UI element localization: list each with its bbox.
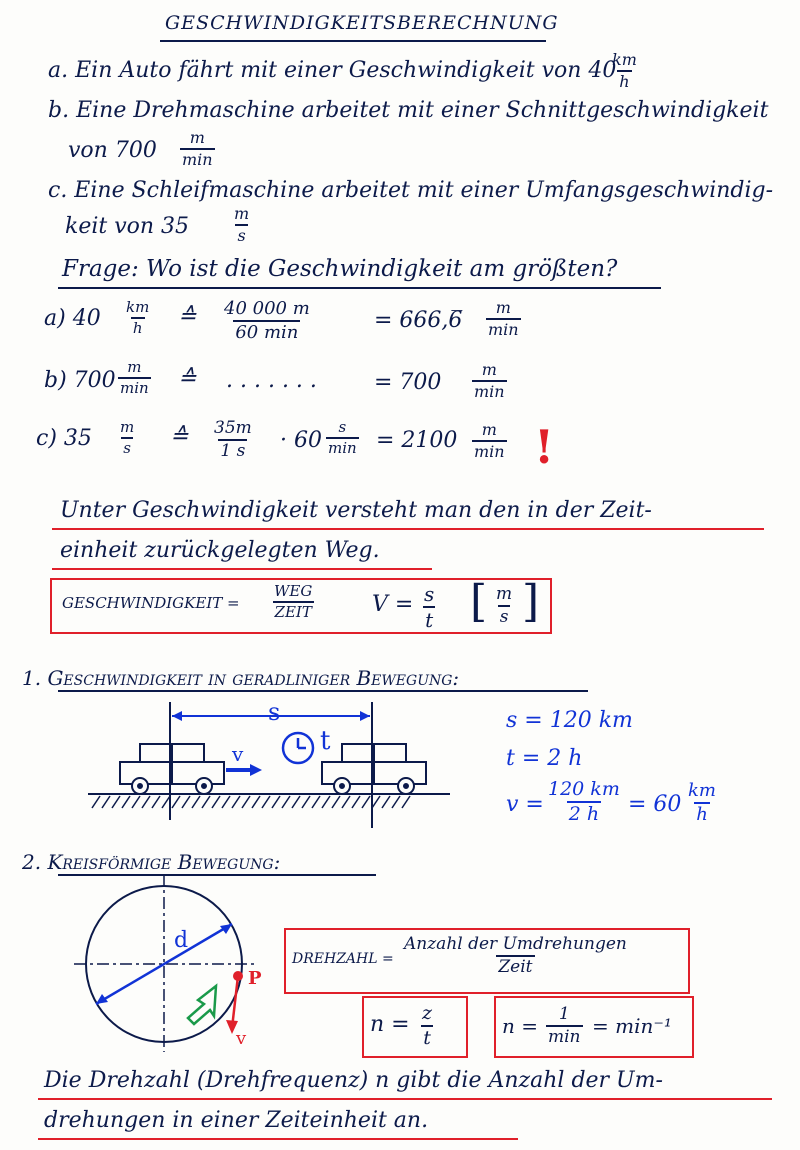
bracket-right: ] [522,576,540,627]
tangent-velocity-arrowhead [226,1020,238,1034]
conclusion-line-1: Die Drehzahl (Drehfrequenz) n gibt die Anzahl der Um- [44,1068,663,1093]
diameter-label: d [174,928,189,953]
fraction-numerator: z [422,1002,433,1024]
calc-b-corresponds: ≙ [178,366,197,391]
unit-numerator: m [496,584,513,604]
unit-numerator: km [612,50,637,69]
unit-denominator: min [328,439,357,457]
unit-denominator: min [474,382,505,401]
s-value: s = 120 km [506,708,633,733]
unit-denominator: min [182,150,213,169]
point-p-label: P [248,968,262,989]
statement-c: c. Eine Schleifmaschine arbeitet mit einer Umfangsgeschwindig- [48,178,774,203]
calc-b-dots: . . . . . . . [226,368,317,393]
v-result: = 60 [628,792,682,817]
fraction-numerator: 40 000 m [224,298,310,319]
page-title: GESCHWINDIGKEITSBERECHNUNG [165,12,559,34]
question-text: Frage: Wo ist die Geschwindigkeit am größten? [62,256,618,282]
unit-denominator: s [123,439,131,457]
exclamation-mark: ! [534,420,555,474]
unit-denominator: s [237,226,246,245]
unit-numerator: km [688,780,716,801]
t-value: t = 2 h [506,746,583,771]
car-velocity-arrowhead [250,764,262,776]
clock-icon [283,733,313,763]
velocity-label: v [232,742,244,766]
fraction-numerator: 35m [214,418,252,438]
calc-c-result: = 2100 [376,428,458,453]
unit-numerator: m [234,204,250,223]
statement-b: b. Eine Drehmaschine arbeitet mit einer Schnittgeschwindigkeit [48,98,769,123]
fraction-denominator: min [548,1027,581,1047]
fraction-denominator: Zeit [498,957,533,977]
v-prefix: v = [506,792,544,817]
n-eq: n = [370,1012,410,1037]
fraction-denominator: t [423,1027,431,1049]
calc-c-corresponds: ≙ [170,424,189,449]
section1-heading: 1. Geschwindigkeit in geradliniger Bewegung: [22,666,460,690]
calc-b-label: b) 700 [44,368,116,393]
calc-a-label: a) 40 [44,306,101,331]
fraction-numerator: s [424,582,435,606]
calc-c-multiply: · 60 [280,428,322,453]
unit-numerator: m [189,128,205,147]
unit-numerator: m [127,358,142,376]
fraction-denominator: 60 min [235,322,299,343]
unit-numerator: m [120,418,135,436]
car-start [120,744,224,794]
unit-denominator: s [499,607,509,627]
statement-c-cont: keit von 35 [65,214,190,239]
unit-numerator: s [338,418,347,436]
fraction-denominator: 1 s [220,441,246,461]
fraction-numerator: 1 [558,1004,570,1024]
fraction-numerator: WEG [274,582,313,600]
calc-b-result: = 700 [374,370,442,395]
unit-denominator: min [120,379,149,397]
definition-line-1: Unter Geschwindigkeit versteht man den in der Zeit- [60,498,652,523]
formula-lhs: GESCHWINDIGKEIT = [62,594,240,612]
formula-v-eq: V = [372,592,414,617]
bracket-left: [ [470,576,488,627]
unit-denominator: min [488,320,519,339]
n-unit-result: = min⁻¹ [592,1014,672,1038]
definition-line-2: einheit zurückgelegten Weg. [60,538,380,563]
fraction-denominator: ZEIT [274,603,312,621]
unit-denominator: min [474,442,505,461]
distance-arrowhead-left [172,711,182,721]
unit-denominator: h [132,319,143,337]
ground-hatching [92,796,410,808]
fraction-denominator: 2 h [568,803,600,825]
circle-velocity-label: v [236,1028,247,1049]
n-unit-eq: n = [502,1014,538,1038]
statement-b-cont: von 700 [68,138,157,163]
calc-c-label: c) 35 [36,426,92,451]
unit-denominator: h [619,72,630,91]
time-label: t [320,726,331,756]
fraction-denominator: t [425,608,434,632]
conclusion-line-2: drehungen in einer Zeiteinheit an. [44,1108,429,1133]
fraction-numerator: 120 km [548,778,620,800]
drehzahl-lhs: DREHZAHL = [292,951,394,967]
unit-numerator: m [495,298,511,317]
distance-label: s [268,698,281,726]
unit-numerator: m [481,360,497,379]
section2-heading: 2. Kreisförmige Bewegung: [22,850,281,874]
unit-numerator: km [126,298,150,316]
unit-denominator: h [696,804,708,825]
rotation-direction-icon [188,986,216,1024]
car-end [322,744,426,794]
distance-arrowhead-right [360,711,370,721]
unit-numerator: m [481,420,497,439]
calc-a-result: = 666,6̅ [374,308,463,333]
calc-a-corresponds: ≙ [178,304,197,329]
fraction-numerator: Anzahl der Umdrehungen [404,934,627,954]
statement-a: a. Ein Auto fährt mit einer Geschwindigkeit von 40 [48,58,617,83]
